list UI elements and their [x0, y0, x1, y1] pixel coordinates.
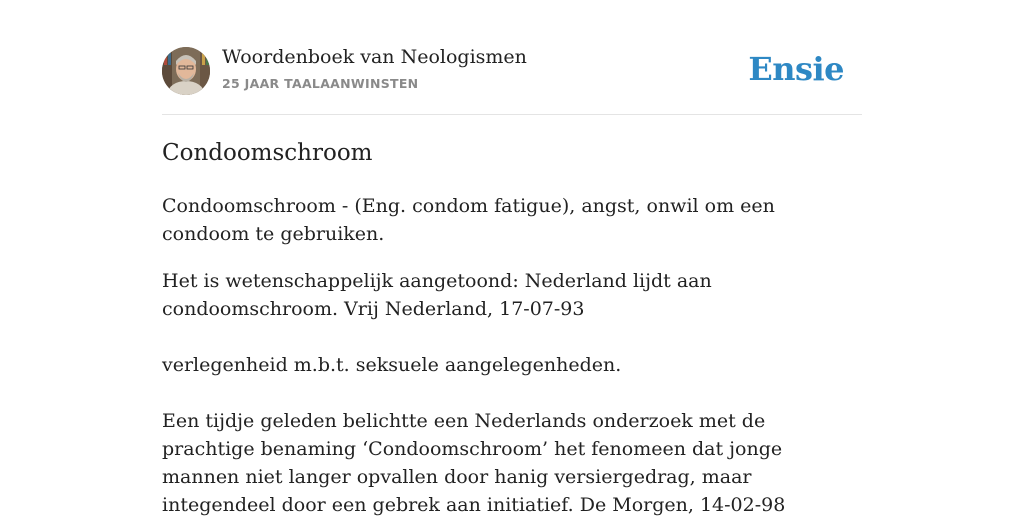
- article-title: Condoomschroom: [162, 140, 373, 166]
- quote-text-2: Een tijdje geleden belichtte een Nederlands onderzoek met de prachtige benaming ‘Condoomschroom’ het fenomeen dat jonge mannen niet langer opvallen door hanig versiergedrag, maar integendeel door een gebrek aan initiatief. De Morgen, 14-02-98: [162, 410, 786, 516]
- definition-text-2: verlegenheid m.b.t. seksuele aangelegenheden.: [162, 354, 622, 376]
- page-container: [162, 0, 862, 516]
- site-header: [162, 0, 862, 115]
- spacer: [162, 323, 862, 351]
- article: [162, 138, 862, 519]
- quote-text: Het is wetenschappelijk aangetoond: Nederland lijdt aan condoomschroom. Vrij Nederland, 17-07-93: [162, 270, 712, 320]
- definition-text: Condoomschroom - (Eng. condom fatigue), angst, onwil om een condoom te gebruiken.: [162, 195, 775, 245]
- site-title[interactable]: Woordenboek van Neologismen: [222, 46, 527, 68]
- author-portrait-icon: [162, 47, 210, 95]
- site-subtitle: 25 JAAR TAALAANWINSTEN: [222, 76, 419, 91]
- avatar[interactable]: [162, 47, 210, 95]
- spacer: [162, 379, 862, 407]
- ensie-logo[interactable]: Ensie: [748, 50, 844, 88]
